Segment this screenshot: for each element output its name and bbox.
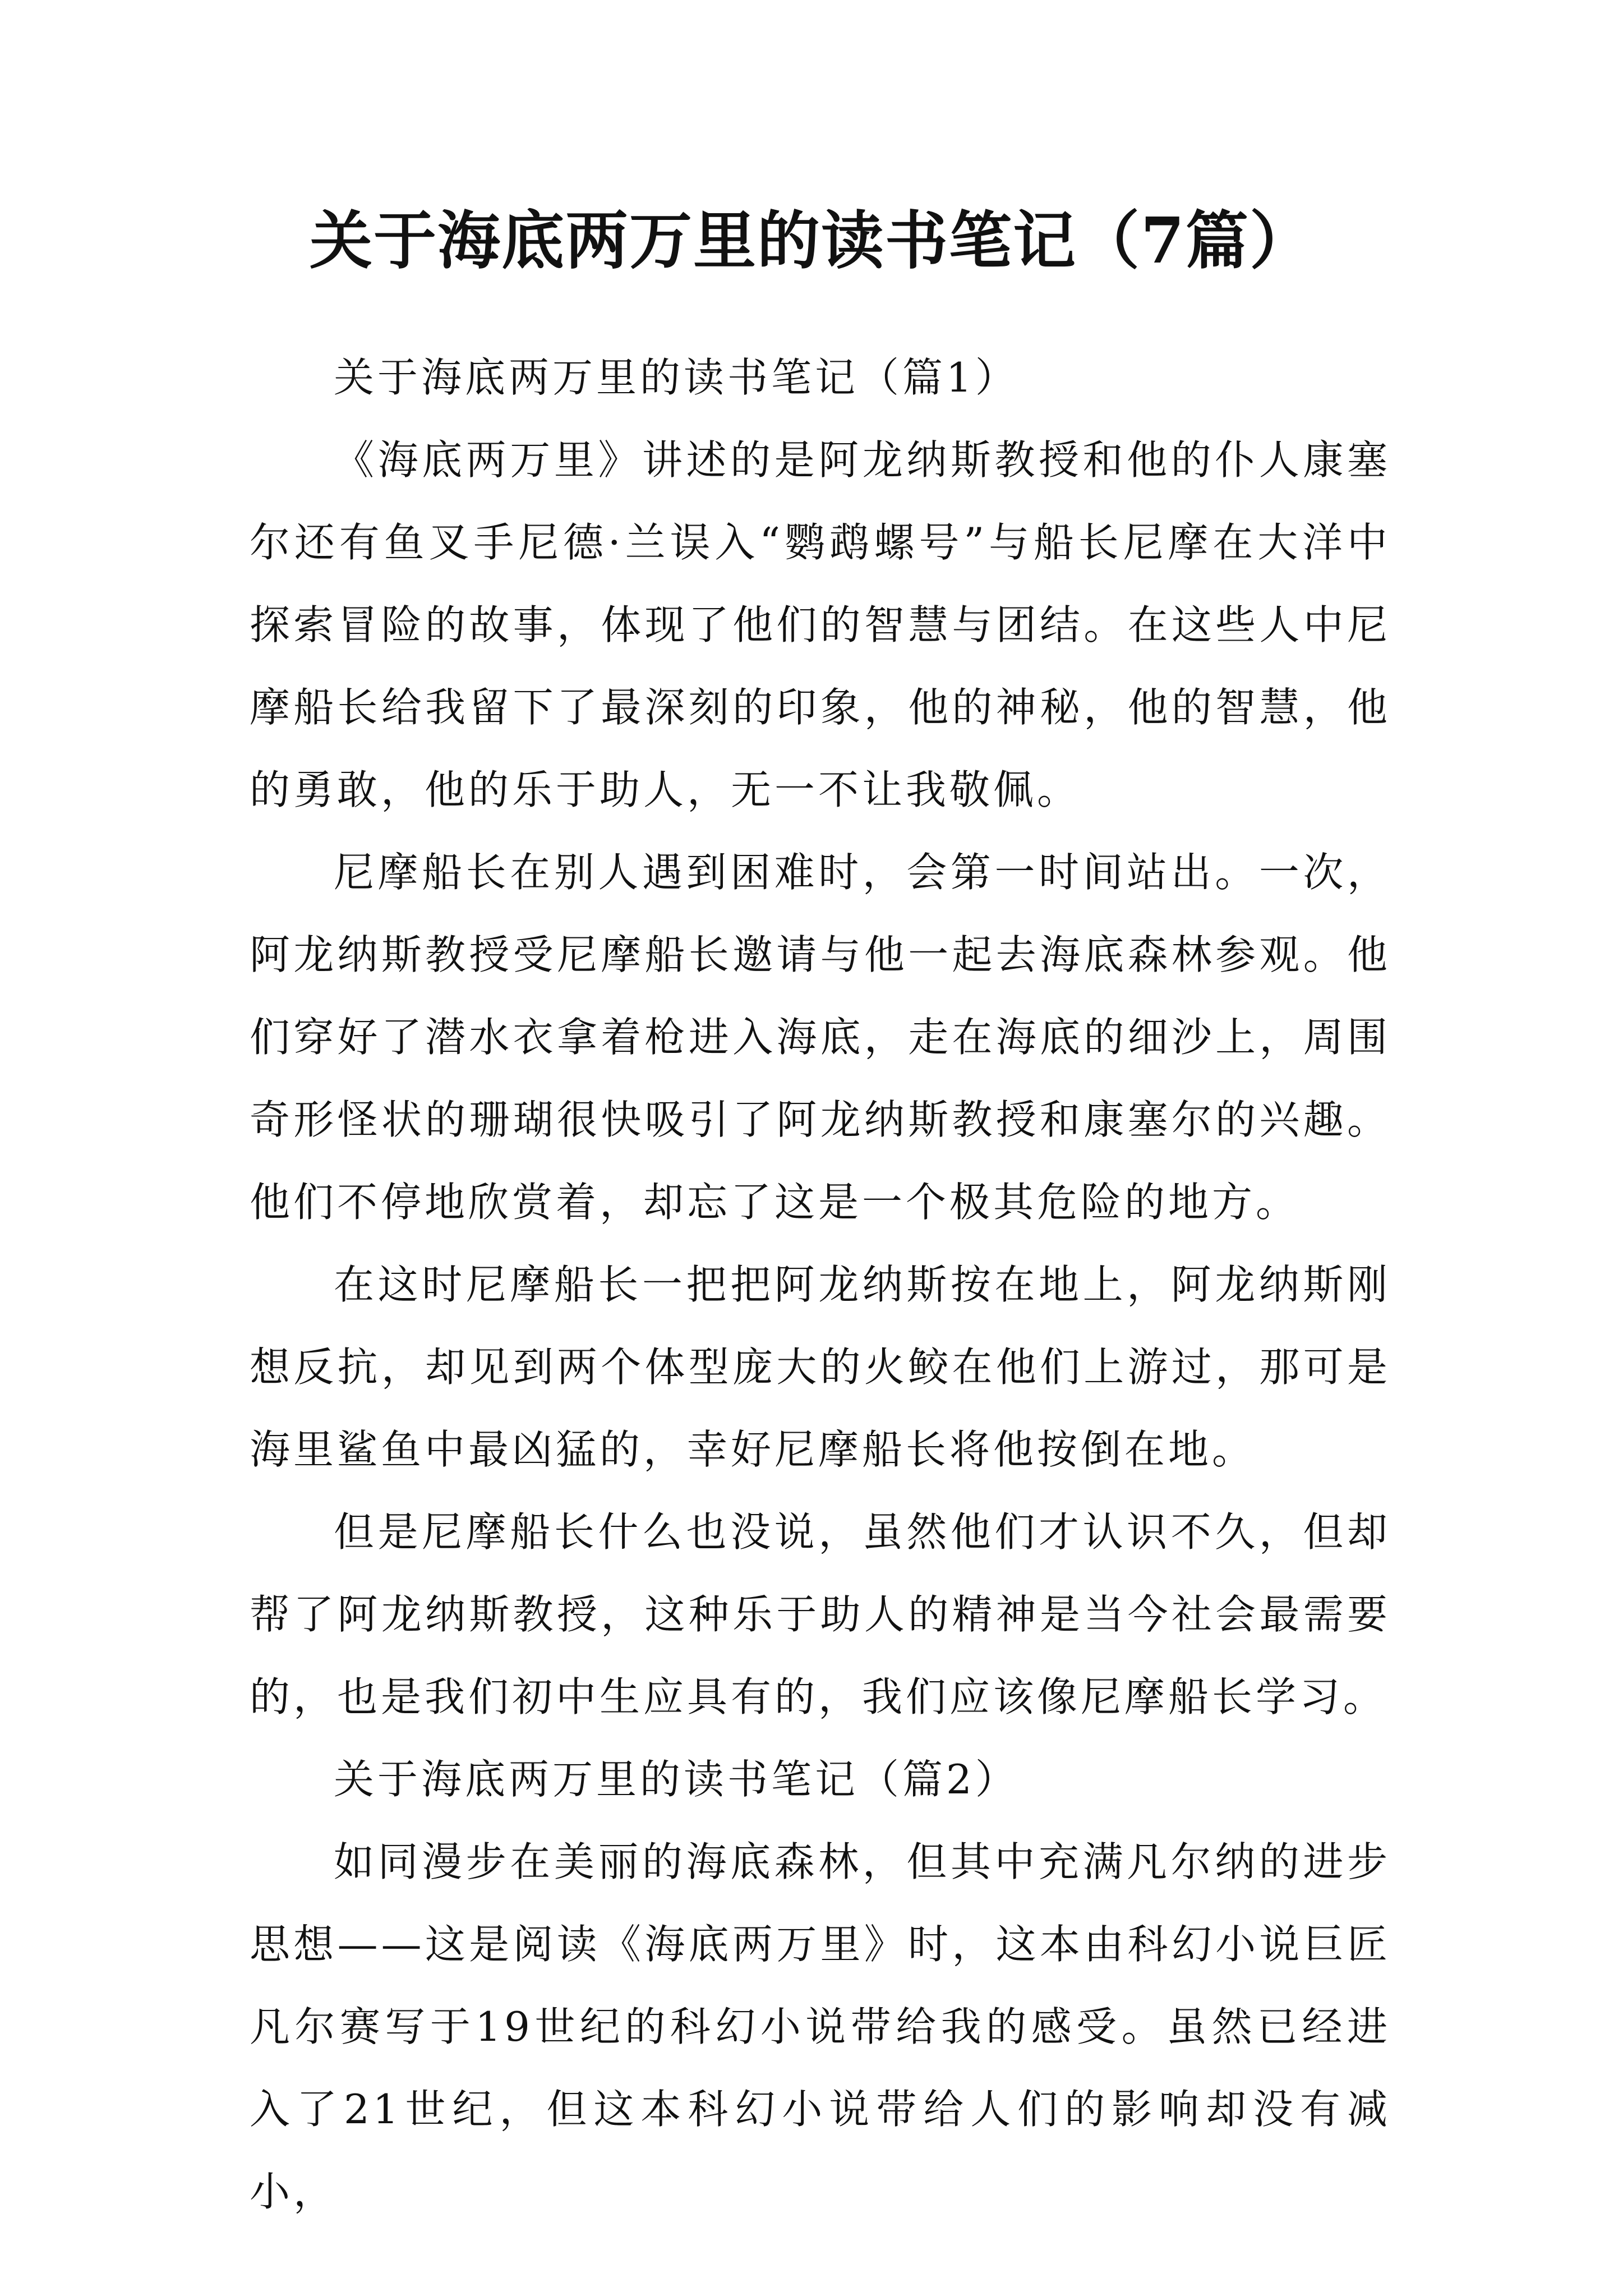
paragraph: 在这时尼摩船长一把把阿龙纳斯按在地上，阿龙纳斯刚想反抗，却见到两个体型庞大的火鲛在他们上游过，那可是海里鲨鱼中最凶猛的，幸好尼摩船长将他按倒在地。 — [250, 1261, 1391, 1473]
section-2 — [250, 1738, 1391, 2233]
paragraph: 《海底两万里》讲述的是阿龙纳斯教授和他的仆人康塞尔还有鱼叉手尼德·兰误入“鹦鹉螺号”与船长尼摩在大洋中探索冒险的故事，体现了他们的智慧与团结。在这些人中尼摩船长给我留下了最深刻的印象，他的神秘，他的智慧，他的勇敢，他的乐于助人，无一不让我敬佩。 — [250, 436, 1391, 813]
paragraph: 如同漫步在美丽的海底森林，但其中充满凡尔纳的进步思想——这是阅读《海底两万里》时，这本由科幻小说巨匠凡尔赛写于19世纪的科幻小说带给我的感受。虽然已经进入了21世纪，但这本科幻小说带给人们的影响却没有减小， — [250, 1838, 1391, 2215]
document-title: 关于海底两万里的读书笔记（7篇） — [310, 204, 1313, 278]
paragraph: 尼摩船长在别人遇到困难时，会第一时间站出。一次，阿龙纳斯教授受尼摩船长邀请与他一起去海底森林参观。他们穿好了潜水衣拿着枪进入海底，走在海底的细沙上，周围奇形怪状的珊瑚很快吸引了阿龙纳斯教授和康塞尔的兴趣。他们不停地欣赏着，却忘了这是一个极其危险的地方。 — [250, 849, 1391, 1226]
paragraph: 但是尼摩船长什么也没说，虽然他们才认识不久，但却帮了阿龙纳斯教授，这种乐于助人的精神是当今社会最需要的，也是我们初中生应具有的，我们应该像尼摩船长学习。 — [250, 1508, 1391, 1720]
document-body — [250, 337, 1391, 2233]
section-1 — [250, 337, 1391, 1738]
section-heading: 关于海底两万里的读书笔记（篇1） — [334, 354, 1019, 401]
section-heading: 关于海底两万里的读书笔记（篇2） — [334, 1756, 1019, 1803]
